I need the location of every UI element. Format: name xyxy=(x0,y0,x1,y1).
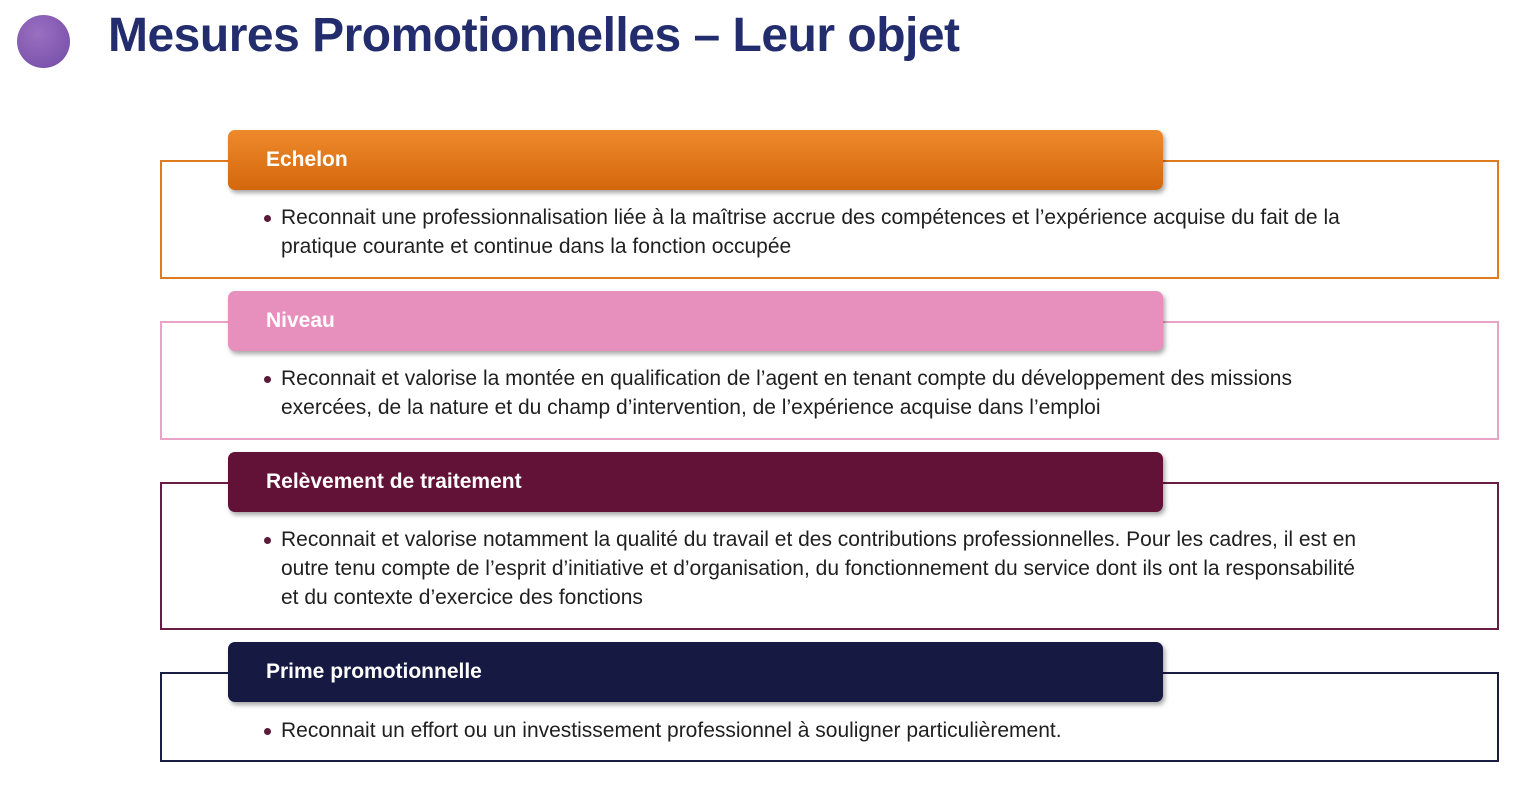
prime-text: Reconnait un effort ou un investissement professionnel à souligner particulièrement. xyxy=(281,719,1062,742)
echelon-heading: Echelon xyxy=(266,148,348,171)
niveau-text: Reconnait et valorise la montée en qualification de l’agent en tenant compte du développement des missions exercées, de la nature et du champ d’intervention, de l’expérience acquise dans l’emploi xyxy=(281,367,1292,419)
niveau-heading: Niveau xyxy=(266,309,335,332)
bullet-dot-icon xyxy=(264,376,271,383)
bullet-dot-icon xyxy=(264,215,271,222)
relevement-header xyxy=(228,452,1163,512)
bullet-dot-icon xyxy=(264,537,271,544)
bullet-dot-icon xyxy=(264,728,271,735)
niveau-header xyxy=(228,291,1163,351)
relevement-heading: Relèvement de traitement xyxy=(266,470,522,493)
relevement-text: Reconnait et valorise notamment la qualité du travail et des contributions professionnelles. Pour les cadres, il est en outre tenu compte de l’esprit d’initiative et d’organisation, du fonctionnement du service dont ils ont la responsabilité et du contexte d’exercice des fonctions xyxy=(281,528,1357,609)
niveau-description xyxy=(266,364,1376,422)
echelon-text: Reconnait une professionnalisation liée à la maîtrise accrue des compétences et l’expérience acquise du fait de la pratique courante et continue dans la fonction occupée xyxy=(281,206,1340,258)
title-bullet-dot xyxy=(17,15,70,68)
echelon-description xyxy=(266,203,1376,261)
page-title: Mesures Promotionnelles – Leur objet xyxy=(108,9,960,62)
echelon-header xyxy=(228,130,1163,190)
prime-heading: Prime promotionnelle xyxy=(266,660,482,683)
relevement-description xyxy=(266,525,1376,612)
prime-header xyxy=(228,642,1163,702)
prime-description xyxy=(266,716,1376,745)
